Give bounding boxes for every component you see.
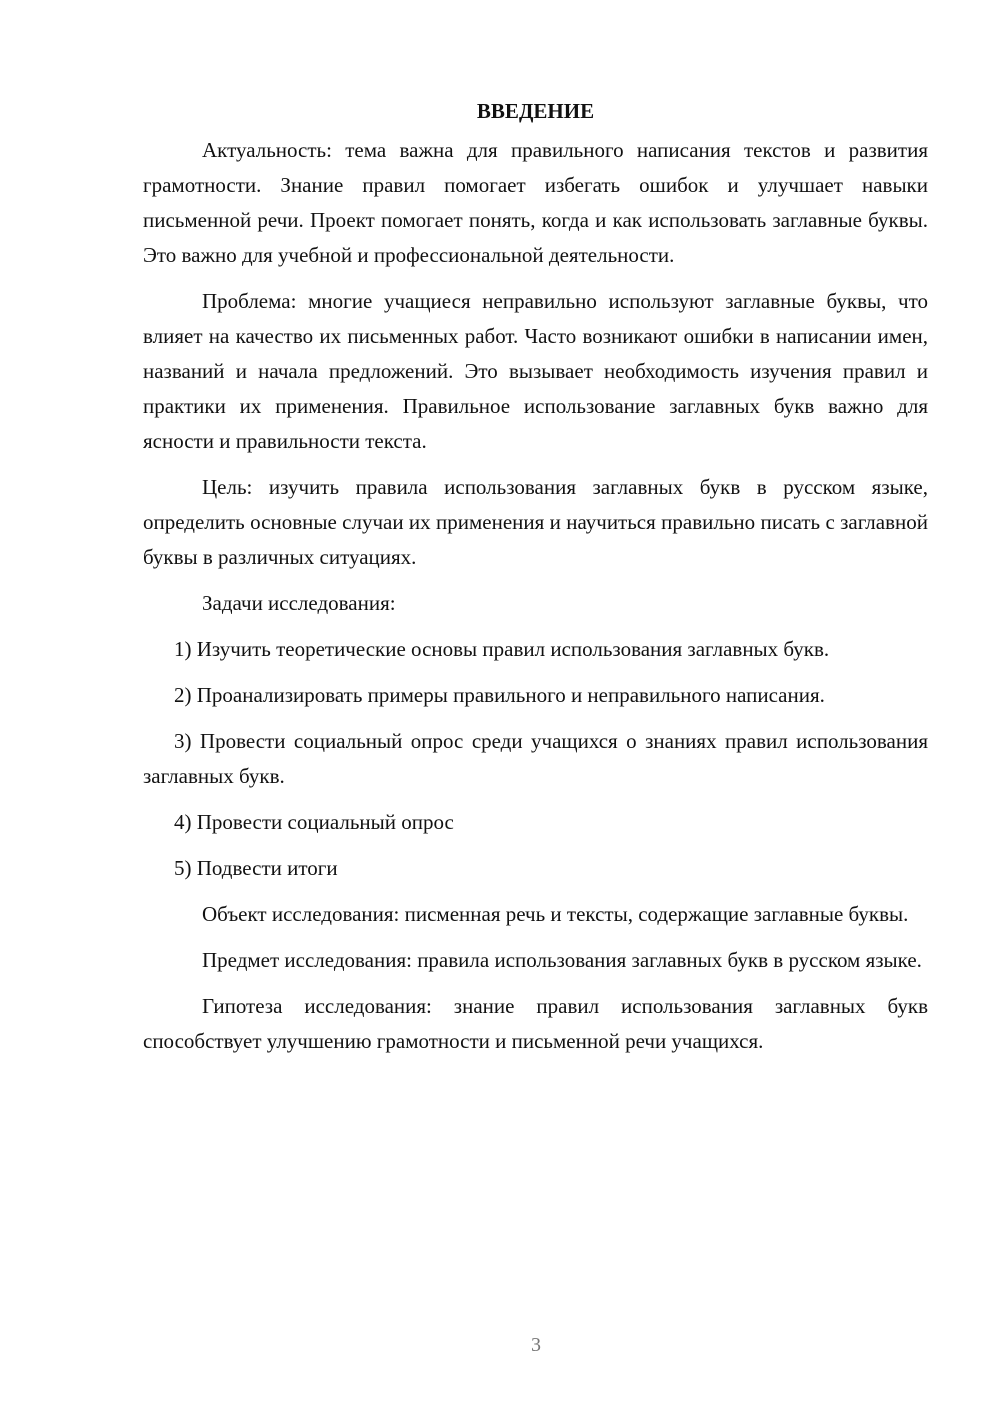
section-title: ВВЕДЕНИЕ xyxy=(476,99,595,123)
relevance-paragraph: Актуальность: тема важна для правильного написания текстов и развития грамотности. Знание правил помогает избегать ошибок и улучшает навыки письменной речи. Проект помогает понять, когда и как использовать заглавные буквы. Это важно для учебной и профессиональной деятельности. xyxy=(143,138,928,267)
task-item-2: 2) Проанализировать примеры правильного и неправильного написания. xyxy=(174,683,825,707)
goal-paragraph: Цель: изучить правила использования заглавных букв в русском языке, определить основные случаи их применения и научиться правильно писать с заглавной буквы в различных ситуациях. xyxy=(143,475,928,569)
task-item-1: 1) Изучить теоретические основы правил использования заглавных букв. xyxy=(174,637,830,661)
problem-paragraph: Проблема: многие учащиеся неправильно используют заглавные буквы, что влияет на качество их письменных работ. Часто возникают ошибки в написании имен, названий и начала предложений. Это вызывает необходимость изучения правил и практики их применения. Правильное использование заглавных букв важно для ясности и правильности текста. xyxy=(143,289,928,453)
subject-paragraph: Предмет исследования: правила использования заглавных букв в русском языке. xyxy=(202,948,922,972)
task-item-5: 5) Подвести итоги xyxy=(174,856,338,880)
hypothesis-paragraph: Гипотеза исследования: знание правил использования заглавных букв способствует улучшению грамотности и письменной речи учащихся. xyxy=(143,994,928,1053)
tasks-heading: Задачи исследования: xyxy=(202,591,396,615)
page-number: 3 xyxy=(531,1334,541,1356)
task-item-4: 4) Провести социальный опрос xyxy=(174,810,454,834)
task-item-3: 3) Провести социальный опрос среди учащихся о знаниях правил использования заглавных букв. xyxy=(143,729,928,788)
object-paragraph: Объект исследования: писменная речь и тексты, содержащие заглавные буквы. xyxy=(202,902,909,926)
